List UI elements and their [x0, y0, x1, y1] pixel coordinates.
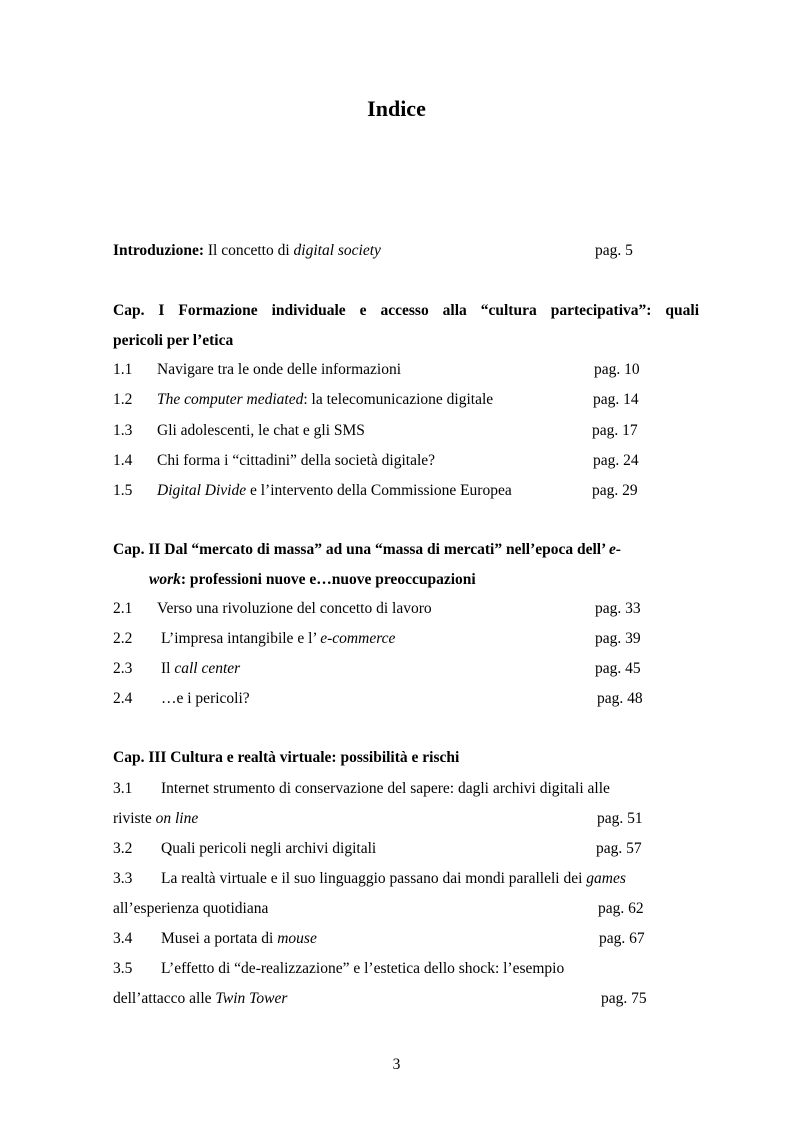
cap2-heading-text: Cap. II Dal “mercato di massa” ad una “massa di mercati” nell’epoca dell’ — [113, 541, 609, 558]
toc-entry-3-2: Quali pericoli negli archivi digitali — [161, 840, 377, 857]
intro-page: pag. 5 — [595, 242, 633, 259]
toc-entry-3-1-line1: Internet strumento di conservazione del sapere: dagli archivi digitali alle — [161, 780, 610, 797]
toc-num: 3.2 — [113, 840, 133, 857]
toc-entry-3-1-line2 — [113, 809, 198, 829]
intro-label: Introduzione: — [113, 242, 205, 259]
toc-text: Musei a portata di — [161, 930, 278, 947]
toc-entry-2-3 — [161, 659, 240, 679]
toc-italic: e-commerce — [320, 630, 396, 647]
toc-italic: The computer mediated — [157, 391, 304, 408]
toc-entry-3-5-line1: L’effetto di “de-realizzazione” e l’estetica dello shock: l’esempio — [161, 960, 565, 977]
toc-num: 1.1 — [113, 361, 133, 378]
toc-entry-2-1: Verso una rivoluzione del concetto di lavoro — [157, 600, 432, 617]
toc-entry-1-5 — [157, 481, 512, 501]
toc-page: pag. 57 — [596, 840, 642, 857]
cap2-heading-italic: e- — [609, 541, 622, 558]
cap3-heading: Cap. III Cultura e realtà virtuale: possibilità e rischi — [113, 749, 460, 766]
cap2-heading-line1 — [113, 540, 621, 560]
toc-text: : la telecomunicazione digitale — [303, 391, 494, 408]
toc-entry-1-4: Chi forma i “cittadini” della società digitale? — [157, 452, 436, 469]
toc-entry-2-4: …e i pericoli? — [161, 690, 250, 707]
toc-page: pag. 67 — [599, 930, 645, 947]
page-number: 3 — [392, 1056, 401, 1073]
intro-italic: digital society — [293, 242, 381, 259]
toc-page: pag. 24 — [593, 452, 639, 469]
toc-entry-1-2 — [157, 390, 493, 410]
toc-page: pag. 51 — [597, 810, 643, 827]
cap2-heading-line2 — [149, 570, 476, 590]
cap2-heading-text: : professioni nuove e…nuove preoccupazioni — [180, 571, 476, 588]
toc-entry-3-3-line2: all’esperienza quotidiana — [113, 900, 269, 917]
toc-num: 1.5 — [113, 482, 133, 499]
intro-text: Il concetto di — [204, 242, 294, 259]
toc-page: pag. 17 — [592, 422, 638, 439]
page-title: Indice — [367, 96, 426, 121]
toc-italic: games — [586, 870, 626, 887]
toc-page: pag. 39 — [595, 630, 641, 647]
toc-num: 2.4 — [113, 690, 133, 707]
toc-italic: call center — [174, 660, 241, 677]
toc-text: L’impresa intangibile e l’ — [161, 630, 321, 647]
toc-num: 3.3 — [113, 870, 133, 887]
toc-num: 1.4 — [113, 452, 133, 469]
toc-entry-3-3-line1 — [161, 869, 626, 889]
toc-entry-2-2 — [161, 629, 395, 649]
toc-page: pag. 45 — [595, 660, 641, 677]
toc-text: dell’attacco alle — [113, 990, 216, 1007]
toc-page: pag. 14 — [593, 391, 639, 408]
intro-entry — [113, 241, 381, 261]
toc-num: 3.5 — [113, 960, 133, 977]
toc-page: pag. 33 — [595, 600, 641, 617]
toc-page: pag. 75 — [601, 990, 647, 1007]
toc-page: pag. 29 — [592, 482, 638, 499]
toc-italic: on line — [155, 810, 199, 827]
toc-text: La realtà virtuale e il suo linguaggio passano dai mondi paralleli dei — [161, 870, 587, 887]
toc-entry-1-1: Navigare tra le onde delle informazioni — [157, 361, 402, 378]
toc-page: pag. 48 — [597, 690, 643, 707]
toc-num: 2.1 — [113, 600, 133, 617]
toc-page: pag. 62 — [598, 900, 644, 917]
toc-text: riviste — [113, 810, 156, 827]
cap1-heading-line1: Cap. I Formazione individuale e accesso alla “cultura partecipativa”: quali — [113, 302, 699, 319]
toc-num: 2.3 — [113, 660, 133, 677]
toc-text: Il — [161, 660, 175, 677]
toc-num: 1.2 — [113, 391, 133, 408]
toc-italic: Twin Tower — [215, 990, 288, 1007]
toc-num: 2.2 — [113, 630, 133, 647]
toc-num: 3.4 — [113, 930, 133, 947]
toc-entry-3-5-line2 — [113, 989, 287, 1009]
toc-italic: mouse — [277, 930, 317, 947]
toc-entry-3-4 — [161, 929, 317, 949]
toc-num: 1.3 — [113, 422, 133, 439]
toc-italic: Digital Divide — [157, 482, 247, 499]
toc-num: 3.1 — [113, 780, 133, 797]
toc-entry-1-3: Gli adolescenti, le chat e gli SMS — [157, 422, 365, 439]
cap1-heading-line2: pericoli per l’etica — [113, 332, 234, 349]
toc-text: e l’intervento della Commissione Europea — [246, 482, 512, 499]
toc-page: pag. 10 — [594, 361, 640, 378]
cap2-heading-italic: work — [149, 571, 181, 588]
